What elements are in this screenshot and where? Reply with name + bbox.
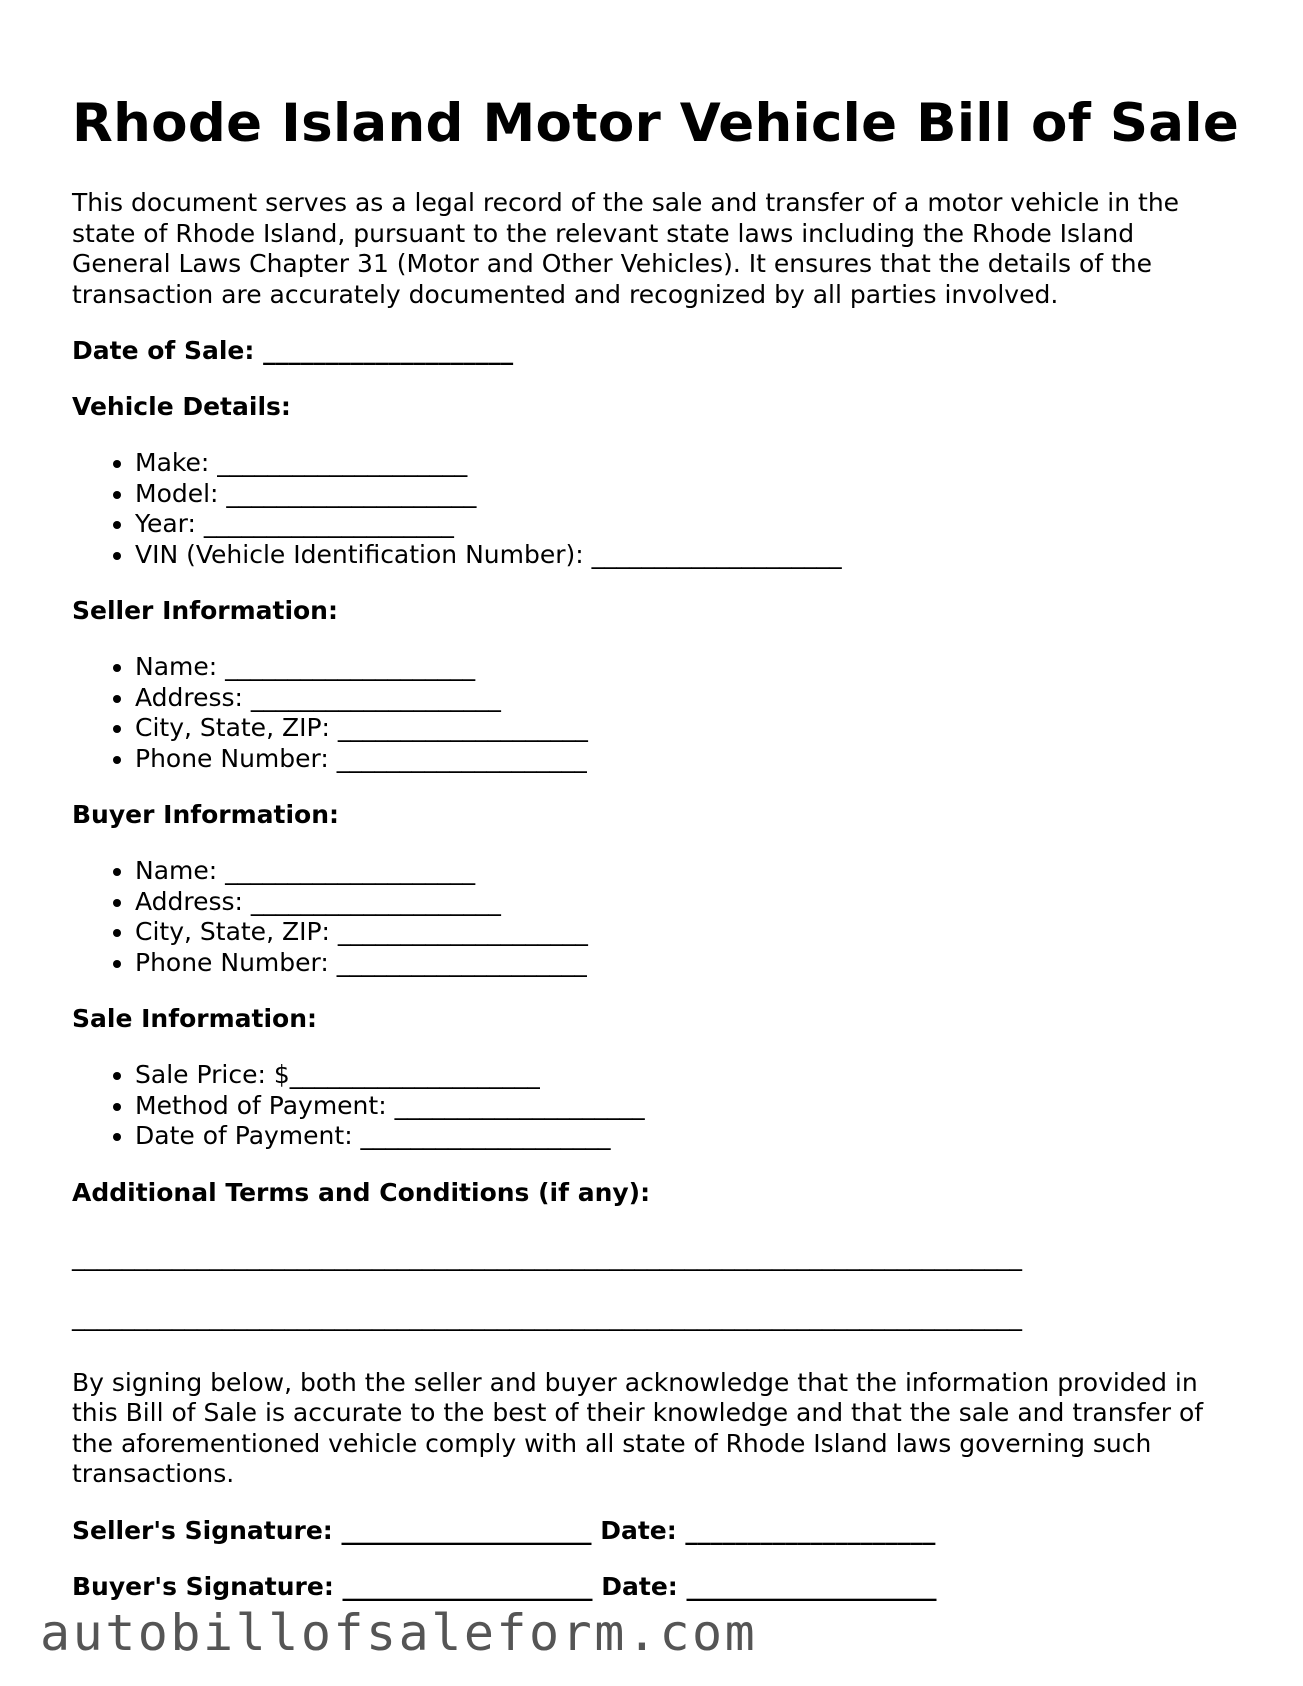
buyer-signature-line: Buyer's Signature: ____________________ Date: ____________________: [72, 1571, 937, 1601]
sale-information-list: [72, 1060, 1252, 1152]
site-watermark: autobillofsaleform.com: [40, 1604, 758, 1662]
buyer-information-heading: Buyer Information:: [72, 800, 340, 829]
vehicle-make-field: • Make: ____________________: [135, 448, 1252, 479]
seller-information-list: [72, 652, 1252, 774]
page-title: Rhode Island Motor Vehicle Bill of Sale: [72, 93, 1240, 154]
buyer-phone-field: • Phone Number: ____________________: [135, 948, 1252, 979]
vehicle-details-heading: Vehicle Details:: [72, 392, 291, 421]
acknowledgement-paragraph: By signing below, both the seller and buyer acknowledge that the information provided in this Bill of Sale is accurate to the best of their knowledge and that the sale and transfer of the aforementioned vehicle comply with all state of Rhode Island laws governing such transactions.: [72, 1367, 1204, 1488]
document-page: [72, 88, 1252, 1602]
payment-date-field: • Date of Payment: ____________________: [135, 1121, 1252, 1152]
sale-price-field: • Sale Price: $____________________: [135, 1060, 1252, 1091]
buyer-information-list: [72, 856, 1252, 978]
seller-name-field: • Name: ____________________: [135, 652, 1252, 683]
buyer-address-field: • Address: ____________________: [135, 887, 1252, 918]
terms-blank-line-2: ____________________________________________________________________________: [72, 1301, 1022, 1331]
buyer-name-field: • Name: ____________________: [135, 856, 1252, 887]
buyer-city-state-zip-field: • City, State, ZIP: ____________________: [135, 917, 1252, 948]
sale-information-heading: Sale Information:: [72, 1004, 317, 1033]
vehicle-year-field: • Year: ____________________: [135, 509, 1252, 540]
vehicle-model-field: • Model: ____________________: [135, 479, 1252, 510]
vehicle-vin-field: • VIN (Vehicle Identification Number): ____________________: [135, 540, 1252, 571]
payment-method-field: • Method of Payment: ____________________: [135, 1091, 1252, 1122]
seller-city-state-zip-field: • City, State, ZIP: ____________________: [135, 713, 1252, 744]
date-of-sale-field: Date of Sale: ____________________: [72, 336, 514, 365]
seller-address-field: • Address: ____________________: [135, 683, 1252, 714]
vehicle-details-list: [72, 448, 1252, 570]
terms-blank-line-1: ____________________________________________________________________________: [72, 1241, 1022, 1271]
intro-paragraph: This document serves as a legal record of the sale and transfer of a motor vehicle in the state of Rhode Island, pursuant to the relevant state laws including the Rhode Island General Laws Chapter 31 (Motor and Other Vehicles). It ensures that the details of the transaction are accurately documented and recognized by all parties involved.: [72, 188, 1180, 309]
seller-signature-line: Seller's Signature: ____________________ Date: ____________________: [72, 1515, 936, 1545]
additional-terms-heading: Additional Terms and Conditions (if any):: [72, 1177, 651, 1207]
seller-information-heading: Seller Information:: [72, 596, 338, 625]
seller-phone-field: • Phone Number: ____________________: [135, 744, 1252, 775]
